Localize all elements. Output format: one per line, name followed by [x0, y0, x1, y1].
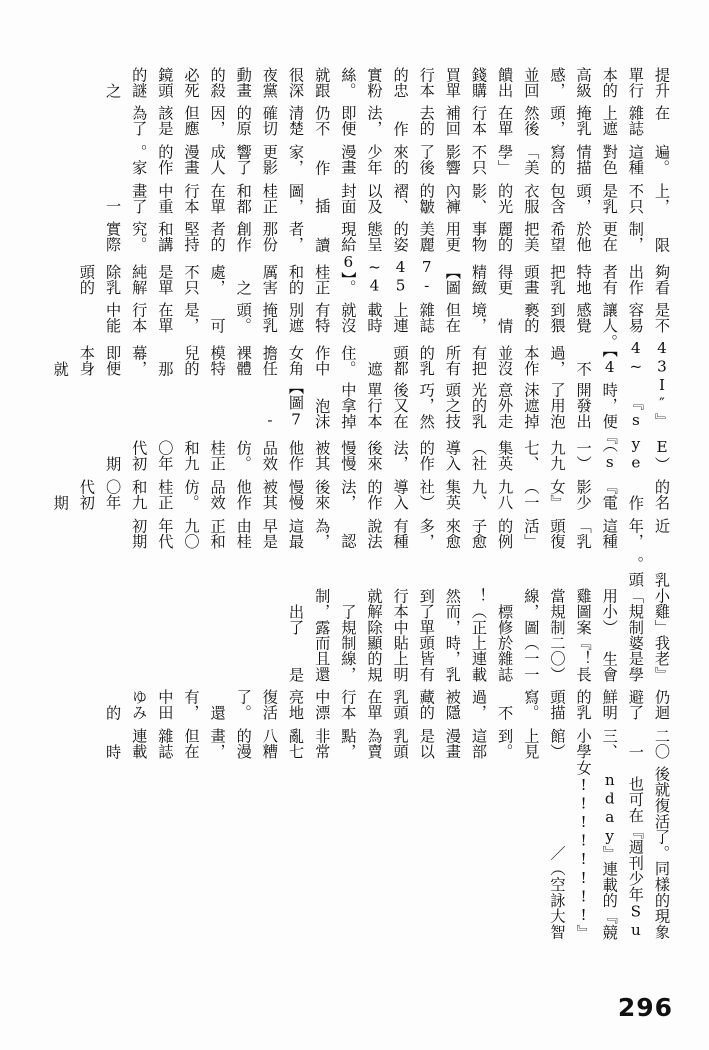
text-column: 在雜誌上遮掩乳頭，然後在單行本補回去的作法，即便仍不清楚確切的原因，但應該是為了: [130, 105, 671, 138]
text-column: 近年，這種「乳頭復活」的例子愈來愈多，有種說法認為，這最早是由桂正和九〇年代初期: [130, 517, 671, 550]
text-column: 仍迴避了鮮明的乳頭描寫。不過，被隱藏的乳頭在單行本中漂亮地復活了。還有，中田ゆみ的: [104, 689, 671, 722]
vertical-text-body: [34, 60, 675, 940]
text-column: 43~44】。不過，本作並沒有把所有的乳頭都遮住。作中女角擔任裸體模特兒的那幕，即便本身就: [51, 333, 671, 377]
page-number: 296: [617, 993, 673, 1022]
text-column: 『我老婆是學生會長！』（二〇一一）於雜誌上連載時，乳頭皆有貼上明顯的規制線，而且還是: [287, 635, 671, 683]
text-column: 二〇一三、小學館）上見到。這部漫畫是以乳頭為賣點，非常亂七八糟的漫畫，但在雜誌連載時: [104, 728, 671, 760]
text-column: 乳頭。: [626, 556, 671, 588]
text-column: 『I″s』時，便開發出了用泡沫遮掉意外走光的乳頭之技巧，然後又在單行本中拿掉泡沫【圖7-: [260, 376, 671, 430]
text-column: 提升單行本的高級感，並回饋出錢購買單行本的忠實粉絲。就跟很深夜黨動畫的殺必死鏡頭的謎之: [104, 66, 671, 99]
text-column: 後就復活了。同樣的現象也可在『週刊少年Sunday』連載的『競女!!!!!!!!』（空詠大智／: [548, 759, 671, 940]
text-column: 的名作『電影少女』（一九八九、集英社）導入的作法，後來慢慢被其他作品效仿。桂正和九〇年代初期: [51, 479, 671, 511]
text-column: 夠看出作者有特地把乳頭畫得更精緻【圖7-45~46】。桂正和的厲害之處，不只是單純解除乳頭的: [77, 252, 671, 296]
text-column: 是不容易讓人感覺到猥褻的情境，但在雜誌上連載時就沒有特別遮掩乳頭。可是，在單行本中能: [104, 302, 671, 334]
text-column: 遍。這種對色情描寫的「美學」不只影響了後來的少年漫畫作家，更影響了成人漫畫的作家。: [130, 143, 671, 176]
text-column: 上，不只是乳頭，包含衣服的光影、內褲的皺褶、以及封面插圖，桂正和都在單行本中重畫了一: [104, 182, 671, 215]
text-column: 限制，更在於他希望把美麗的事物用更美麗的姿態呈現給讀者，那份創作者的堅持和講究。實際: [104, 221, 671, 253]
text-column: （Eyes）』（一九九七、集英社）導入的作法，後來慢慢被其他作品效仿。桂正和九〇年代初期: [104, 429, 671, 473]
text-column: 「小雞規制」（用小雞圖案當規制線，圖標修正）！然而，到了單行本中就解除了規制，露出了: [287, 587, 671, 636]
